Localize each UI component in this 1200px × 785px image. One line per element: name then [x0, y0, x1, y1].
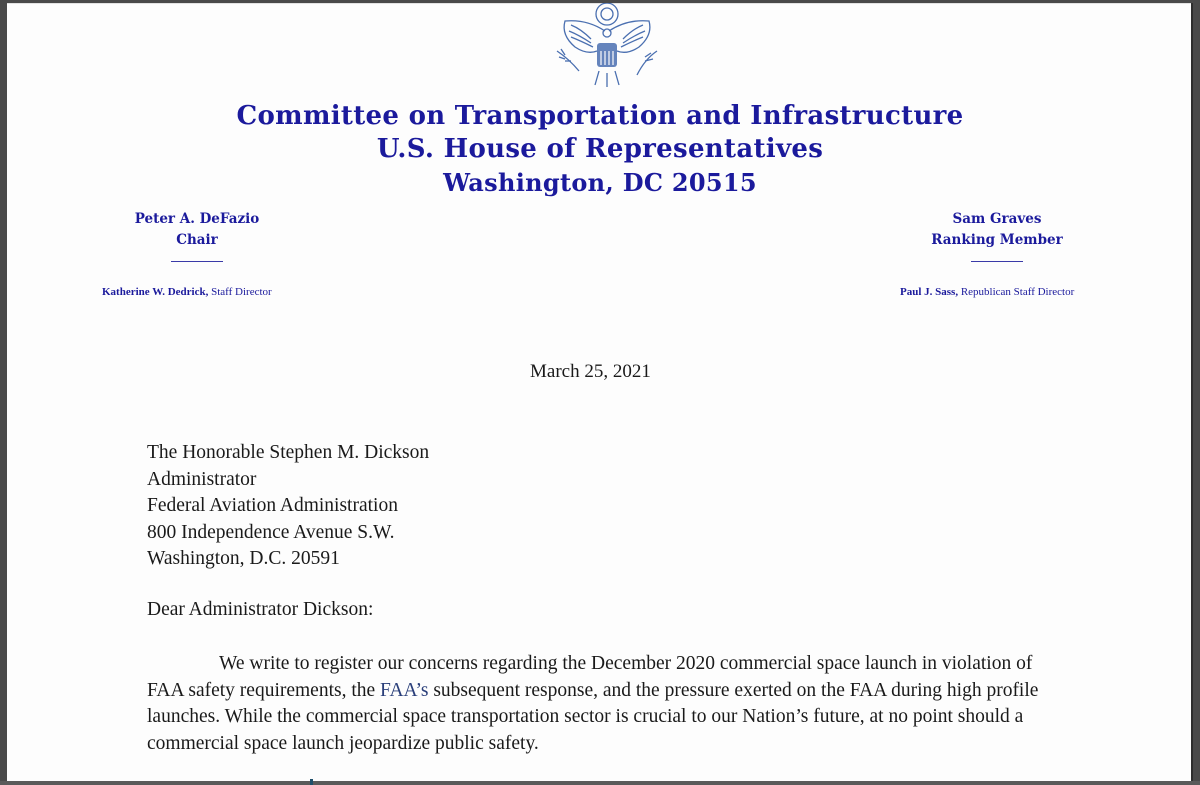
committee-name: Committee on Transportation and Infrastructure [236, 101, 964, 131]
ranking-member-divider [971, 261, 1023, 262]
viewer-bottom-strip [0, 781, 1200, 785]
body-paragraph [147, 651, 1067, 757]
address-line: 800 Independence Avenue S.W. [147, 521, 395, 543]
paragraph-text-1: We write to register our concerns regarding the December 2020 commercial space launch in violation of FAA safety requirements, the [147, 653, 1033, 701]
faa-reference: FAA’s [380, 679, 429, 701]
letterhead [7, 100, 1193, 199]
minority-staff-director [900, 286, 1074, 298]
chair-divider [171, 261, 223, 262]
address-line: The Honorable Stephen M. Dickson [147, 442, 430, 463]
document-page [7, 3, 1193, 781]
minority-staff-name: Paul J. Sass, [900, 286, 959, 298]
ranking-member-name: Sam Graves [952, 211, 1042, 227]
majority-staff-title: Staff Director [211, 286, 272, 298]
viewer-bottom-mark [310, 779, 313, 785]
chair-block [97, 209, 297, 262]
majority-staff-name: Katherine W. Dedrick, [102, 286, 209, 298]
recipient-address [147, 440, 429, 573]
address-line: Washington, D.C. 20591 [147, 548, 340, 569]
minority-staff-title: Republican Staff Director [960, 286, 1075, 298]
ranking-member-title: Ranking Member [931, 232, 1063, 248]
paragraph-text-2: subsequent response, and the pressure exerted on the FAA during high profile launches. While the commercial space transportation sector is crucial to our Nation’s future, at no point should a commercial space launch jeopardize public safety. [147, 679, 1039, 754]
majority-staff-director [102, 286, 272, 298]
letter-date: March 25, 2021 [530, 361, 651, 382]
address-line: Administrator [147, 468, 257, 490]
ranking-member-block [887, 209, 1107, 262]
address-line: Federal Aviation Administration [147, 495, 398, 516]
house-name: U.S. House of Representatives [376, 134, 824, 164]
great-seal-eagle-icon [547, 3, 667, 93]
committee-address: Washington, DC 20515 [443, 168, 757, 197]
chair-name: Peter A. DeFazio [134, 211, 260, 227]
salutation: Dear Administrator Dickson: [147, 599, 374, 620]
page-right-edge [1191, 3, 1193, 781]
chair-title: Chair [176, 232, 218, 248]
